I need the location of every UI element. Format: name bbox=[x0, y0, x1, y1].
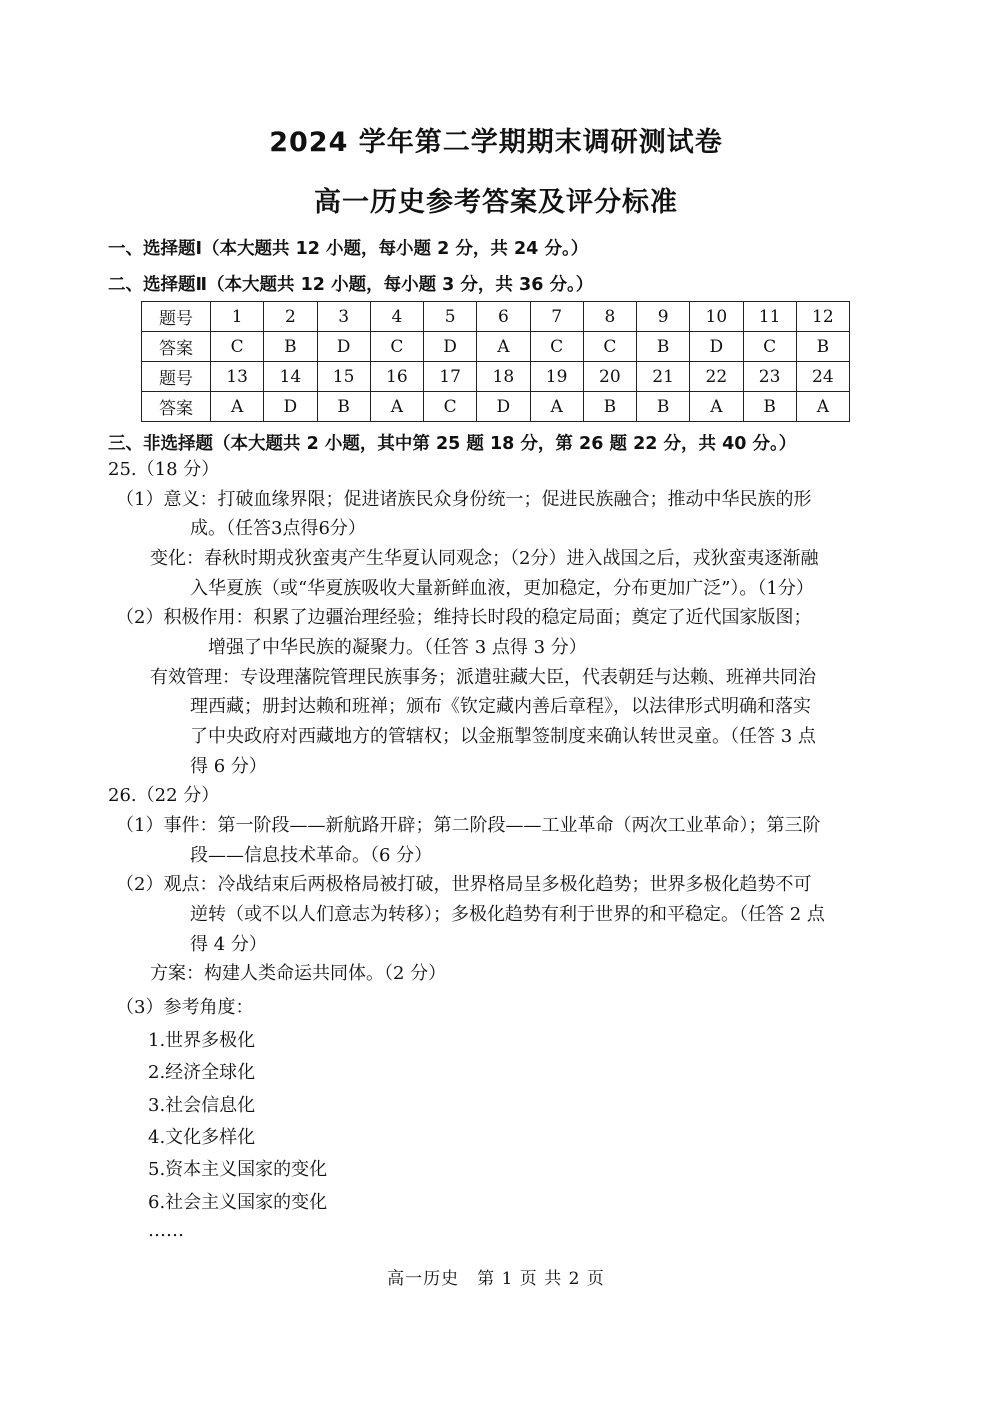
q25-part1-line2: 成。（任答3点得6分） bbox=[190, 518, 366, 539]
table-cell: 17 bbox=[424, 362, 477, 392]
q26-part1-line1: （1）事件：第一阶段——新航路开辟；第二阶段——工业革命（两次工业革命）；第三阶 bbox=[116, 815, 821, 836]
q25-part2b-line1: 有效管理：专设理藩院管理民族事务；派遣驻藏大臣，代表朝廷与达赖、班禅共同治 bbox=[150, 667, 816, 688]
table-cell: D bbox=[317, 332, 370, 362]
table-cell: D bbox=[424, 332, 477, 362]
table-cell: 18 bbox=[477, 362, 530, 392]
answer-table-row bbox=[142, 392, 850, 422]
table-cell: 19 bbox=[530, 362, 583, 392]
table-cell: 12 bbox=[796, 302, 849, 332]
table-cell: 15 bbox=[317, 362, 370, 392]
table-cell: B bbox=[796, 332, 849, 362]
table-cell: 5 bbox=[424, 302, 477, 332]
table-cell: 2 bbox=[264, 302, 317, 332]
row-header-cell: 题号 bbox=[142, 302, 211, 332]
table-cell: 16 bbox=[370, 362, 423, 392]
reference-item: 1.世界多极化 bbox=[148, 1030, 256, 1051]
reference-item: 3.社会信息化 bbox=[148, 1095, 256, 1116]
row-header-cell: 题号 bbox=[142, 362, 211, 392]
answer-table-row bbox=[142, 302, 850, 332]
table-cell: B bbox=[743, 392, 796, 422]
table-cell: B bbox=[637, 332, 690, 362]
table-cell: A bbox=[477, 332, 530, 362]
q26-part2b: 方案：构建人类命运共同体。（2 分） bbox=[150, 963, 447, 984]
row-header-cell: 答案 bbox=[142, 392, 211, 422]
table-cell: C bbox=[583, 332, 636, 362]
table-cell: 23 bbox=[743, 362, 796, 392]
row-header-cell: 答案 bbox=[142, 332, 211, 362]
q25-heading: 25.（18 分） bbox=[108, 459, 220, 480]
table-cell: A bbox=[370, 392, 423, 422]
table-cell: B bbox=[637, 392, 690, 422]
q25-part2b-line3: 了中央政府对西藏地方的管辖权；以金瓶掣签制度来确认转世灵童。（任答 3 点 bbox=[190, 726, 816, 747]
q25-part2-line1: （2）积极作用：积累了边疆治理经验；维持长时段的稳定局面；奠定了近代国家版图； bbox=[116, 607, 812, 628]
table-cell: C bbox=[211, 332, 264, 362]
table-cell: A bbox=[530, 392, 583, 422]
table-cell: 4 bbox=[370, 302, 423, 332]
table-cell: 3 bbox=[317, 302, 370, 332]
q25-part2-line2: 增强了中华民族的凝聚力。（任答 3 点得 3 分） bbox=[208, 637, 587, 658]
answer-table bbox=[141, 301, 850, 422]
q25-part2b-line4: 得 6 分） bbox=[190, 756, 267, 777]
exam-title: 2024 学年第二学期期末调研测试卷 bbox=[269, 127, 723, 158]
table-cell: B bbox=[317, 392, 370, 422]
reference-item: 5.资本主义国家的变化 bbox=[148, 1159, 328, 1180]
answer-key-title: 高一历史参考答案及评分标准 bbox=[314, 187, 678, 218]
reference-item: 4.文化多样化 bbox=[148, 1127, 256, 1148]
table-cell: A bbox=[690, 392, 743, 422]
q26-part1-line2: 段——信息技术革命。（6 分） bbox=[190, 845, 433, 866]
table-cell: A bbox=[796, 392, 849, 422]
table-cell: A bbox=[211, 392, 264, 422]
q26-part3-heading: （3）参考角度： bbox=[116, 997, 254, 1018]
table-cell: 6 bbox=[477, 302, 530, 332]
table-cell: B bbox=[264, 332, 317, 362]
table-cell: D bbox=[477, 392, 530, 422]
reference-item: 6.社会主义国家的变化 bbox=[148, 1192, 328, 1213]
table-cell: 24 bbox=[796, 362, 849, 392]
table-cell: 11 bbox=[743, 302, 796, 332]
table-cell: 22 bbox=[690, 362, 743, 392]
q25-part1b-line2: 入华夏族（或“华夏族吸收大量新鲜血液，更加稳定，分布更加广泛”）。（1分） bbox=[190, 578, 814, 599]
table-cell: 9 bbox=[637, 302, 690, 332]
q26-part2-line2: 逆转（或不以人们意志为转移）；多极化趋势有利于世界的和平稳定。（任答 2 点 bbox=[190, 904, 825, 925]
table-cell: B bbox=[583, 392, 636, 422]
table-cell: 1 bbox=[211, 302, 264, 332]
q25-part2b-line2: 理西藏；册封达赖和班禅；颁布《钦定藏内善后章程》，以法律形式明确和落实 bbox=[190, 696, 811, 717]
section-3-heading: 三、非选择题（本大题共 2 小题，其中第 25 题 18 分，第 26 题 22 分，共 40 分。） bbox=[108, 434, 797, 454]
table-cell: 8 bbox=[583, 302, 636, 332]
table-cell: C bbox=[530, 332, 583, 362]
table-cell: 13 bbox=[211, 362, 264, 392]
answer-table-row bbox=[142, 362, 850, 392]
answer-table-row bbox=[142, 332, 850, 362]
reference-ellipsis: …… bbox=[148, 1220, 184, 1241]
table-cell: D bbox=[690, 332, 743, 362]
table-cell: 10 bbox=[690, 302, 743, 332]
q26-heading: 26.（22 分） bbox=[108, 785, 220, 806]
table-cell: C bbox=[743, 332, 796, 362]
section-2-heading: 二、选择题Ⅱ（本大题共 12 小题，每小题 3 分，共 36 分。） bbox=[108, 275, 594, 295]
section-1-heading: 一、选择题Ⅰ（本大题共 12 小题，每小题 2 分，共 24 分。） bbox=[108, 239, 589, 259]
q26-part2-line1: （2）观点：冷战结束后两极格局被打破，世界格局呈多极化趋势；世界多极化趋势不可 bbox=[116, 874, 812, 895]
q25-part1b-line1: 变化：春秋时期戎狄蛮夷产生华夏认同观念；（2分）进入战国之后，戎狄蛮夷逐渐融 bbox=[150, 548, 819, 569]
table-cell: 7 bbox=[530, 302, 583, 332]
q26-part2-line3: 得 4 分） bbox=[190, 934, 267, 955]
table-cell: D bbox=[264, 392, 317, 422]
reference-item: 2.经济全球化 bbox=[148, 1062, 256, 1083]
table-cell: 21 bbox=[637, 362, 690, 392]
page-footer: 高一历史 第 1 页 共 2 页 bbox=[387, 1269, 605, 1289]
table-cell: C bbox=[370, 332, 423, 362]
table-cell: 20 bbox=[583, 362, 636, 392]
table-cell: C bbox=[424, 392, 477, 422]
table-cell: 14 bbox=[264, 362, 317, 392]
q25-part1-line1: （1）意义：打破血缘界限；促进诸族民众身份统一；促进民族融合；推动中华民族的形 bbox=[116, 489, 812, 510]
